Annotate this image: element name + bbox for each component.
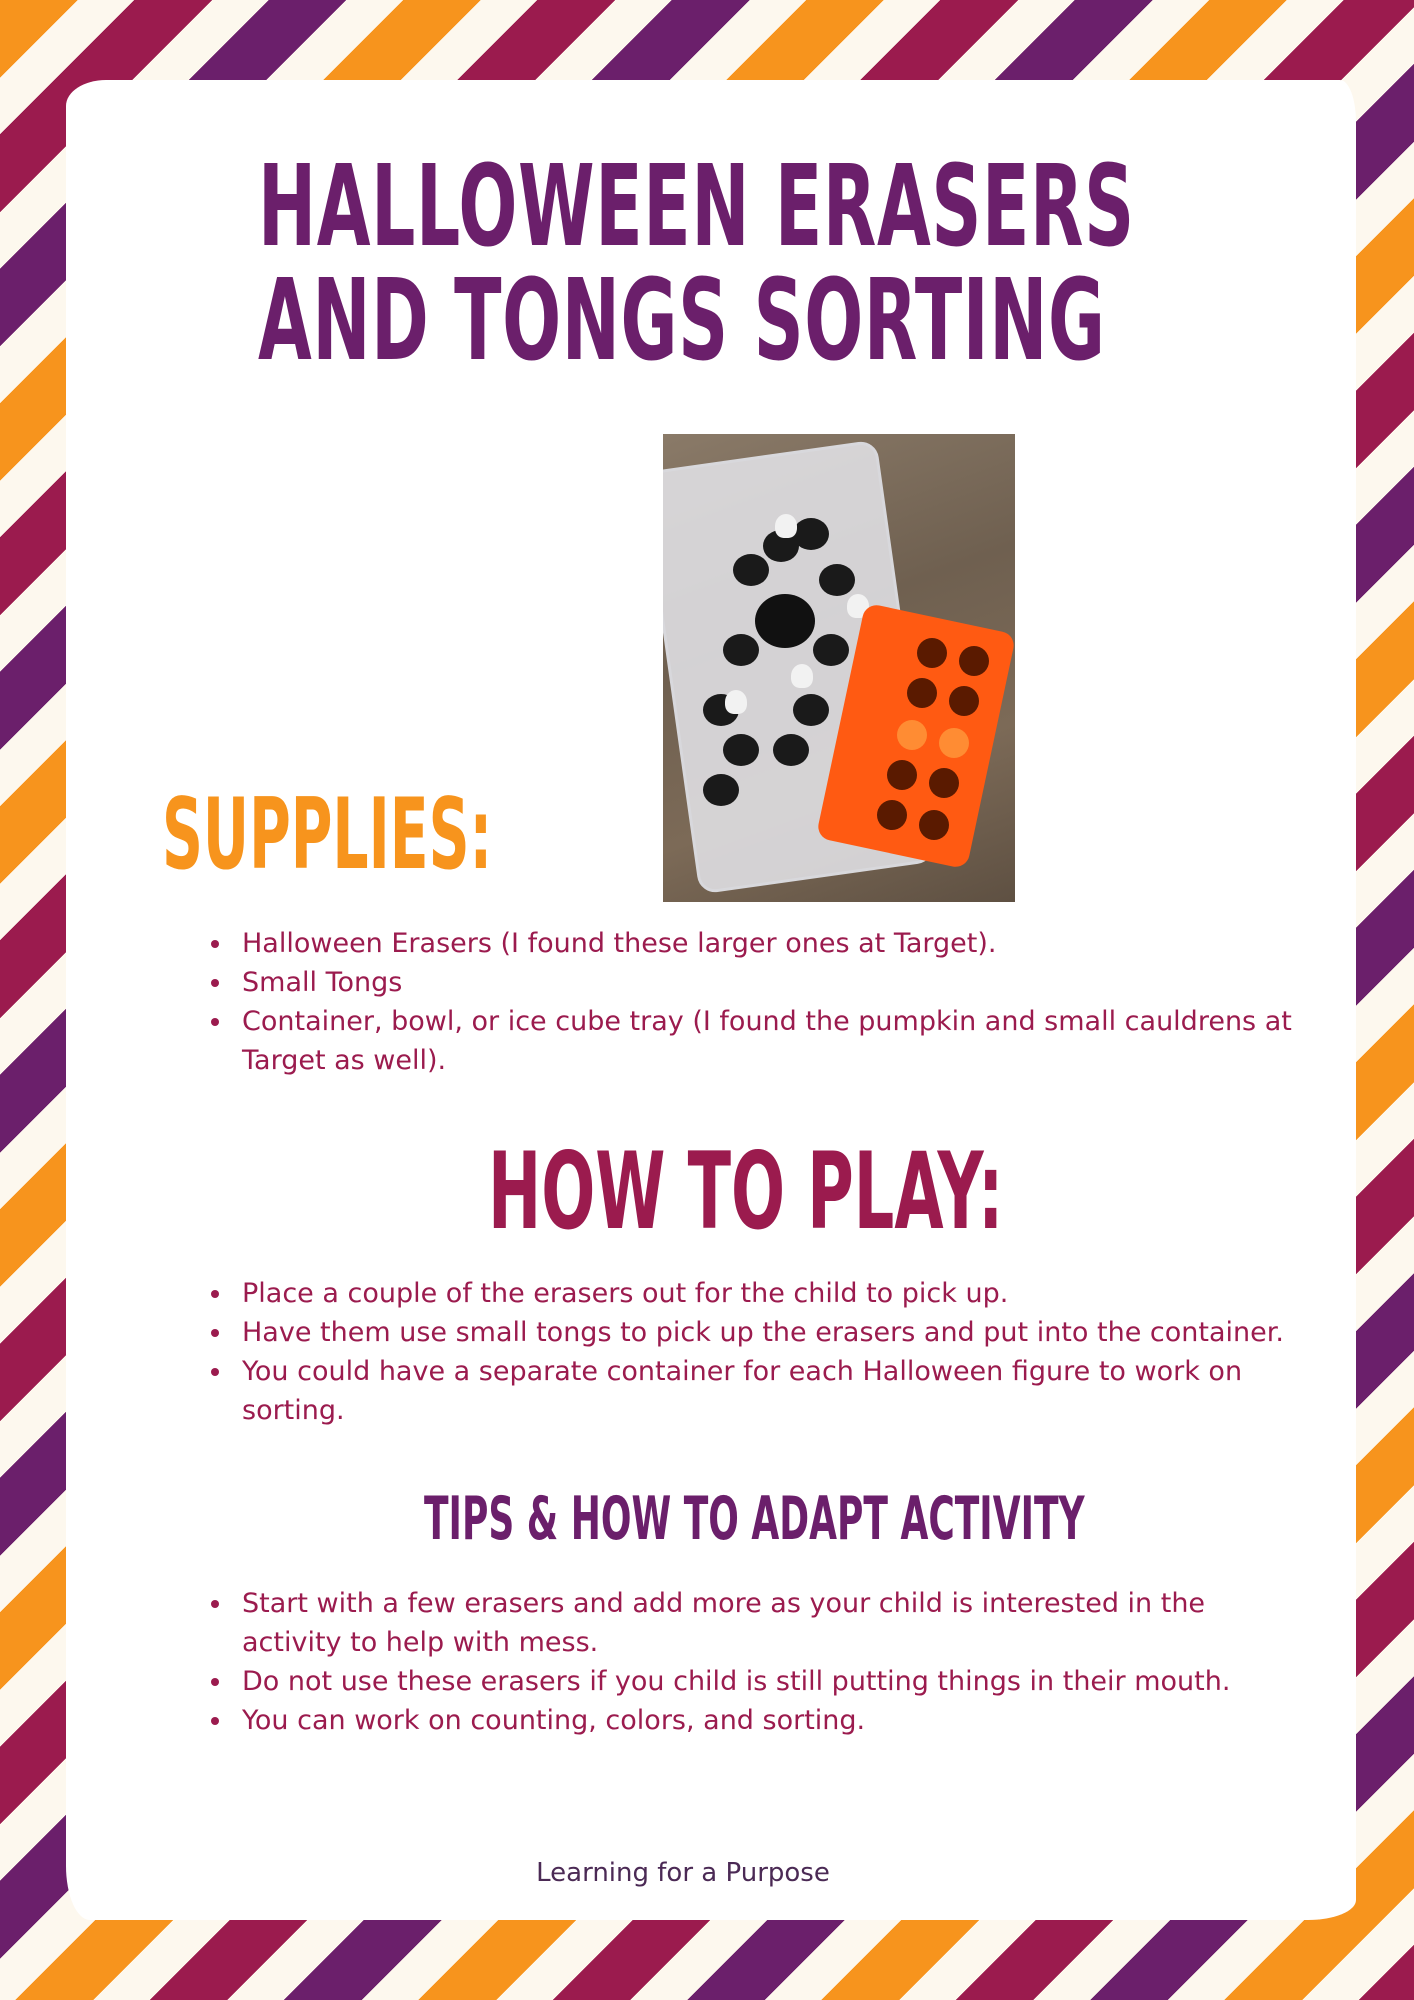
list-item: • Container, bowl, or ice cube tray (I found the pumpkin and small cauldrens at Target as well). <box>234 1002 1294 1080</box>
tips-heading: TIPS & HOW TO ADAPT ACTIVITY <box>424 1484 1085 1554</box>
activity-photo <box>663 434 1015 902</box>
supplies-list <box>198 924 1294 1080</box>
supplies-heading: SUPPLIES: <box>162 778 493 892</box>
list-item: • Do not use these erasers if you child is still putting things in their mouth. <box>234 1662 1294 1701</box>
footer-brand: Learning for a Purpose <box>536 1858 830 1888</box>
title-line-2: AND TONGS SORTING <box>258 256 1106 386</box>
list-item: • You can work on counting, colors, and sorting. <box>234 1701 1294 1740</box>
list-item: • Halloween Erasers (I found these larger ones at Target). <box>234 924 1294 963</box>
list-item: • You could have a separate container for each Halloween figure to work on sorting. <box>234 1352 1294 1430</box>
how-to-play-heading: HOW TO PLAY: <box>488 1130 1004 1253</box>
how-to-play-list <box>198 1274 1294 1430</box>
tips-list <box>198 1584 1294 1740</box>
list-item: • Have them use small tongs to pick up the erasers and put into the container. <box>234 1313 1294 1352</box>
list-item: • Small Tongs <box>234 963 1294 1002</box>
list-item: • Place a couple of the erasers out for the child to pick up. <box>234 1274 1294 1313</box>
page-title <box>258 142 1135 386</box>
title-line-1: HALLOWEEN ERASERS <box>258 142 1135 272</box>
list-item: • Start with a few erasers and add more as your child is interested in the activity to help with mess. <box>234 1584 1294 1662</box>
